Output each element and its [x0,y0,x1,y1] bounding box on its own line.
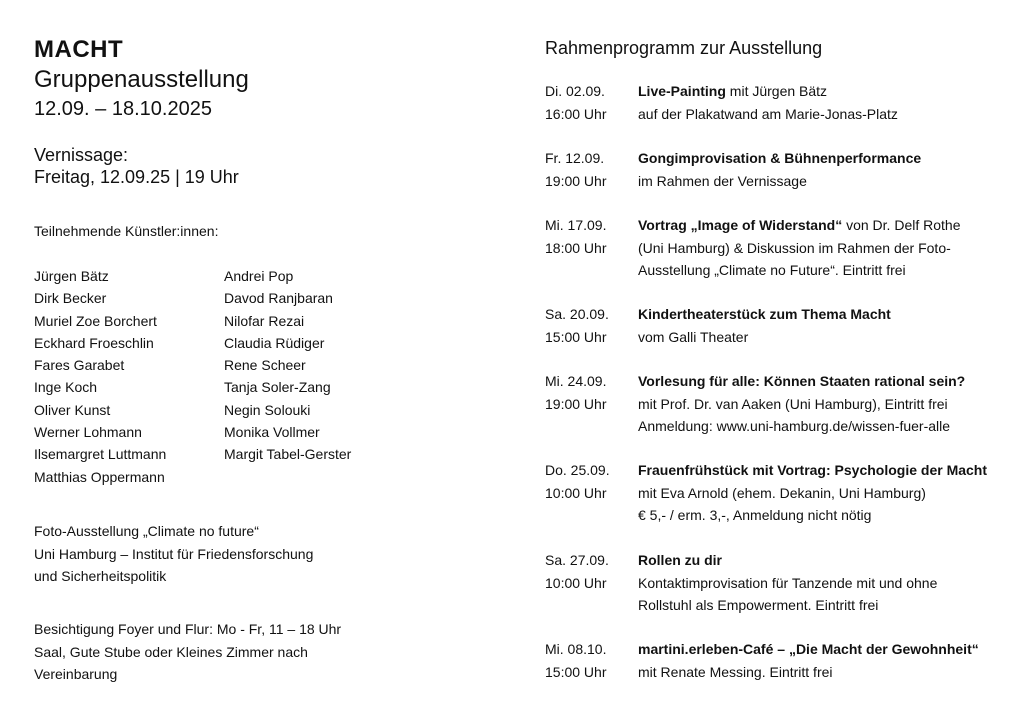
event-desc-line: im Rahmen der Vernissage [638,172,807,189]
visiting-line: Besichtigung Foyer und Flur: Mo - Fr, 11 – 18 Uhr [34,621,342,637]
exhibition-dates: 12.09. – 18.10.2025 [34,98,212,120]
event-date: Do. 25.09. [545,462,610,478]
exhibition-title: MACHT [34,36,124,63]
event-title-bold: Kindertheaterstück zum Thema Macht [638,306,891,322]
event-time: 15:00 Uhr [545,663,607,680]
event-time: 10:00 Uhr [545,574,607,591]
event-desc-line: Anmeldung: www.uni-hamburg.de/wissen-fuer-alle [638,418,951,434]
event-description [638,394,950,439]
event-title-rest: mit Jürgen Bätz [725,83,828,99]
artist-name: Inge Koch [34,379,98,396]
artist-name: Oliver Kunst [34,401,111,418]
artist-name: Claudia Rüdiger [224,334,325,351]
event-date: Sa. 20.09. [545,306,609,322]
photo-exhibition-line: Foto-Ausstellung „Climate no future“ [34,523,259,539]
event-title [638,460,987,480]
event-date: Mi. 08.10. [545,641,607,657]
artist-name: Muriel Zoe Borchert [34,312,157,329]
event-title [638,148,921,168]
event-description [638,171,807,194]
event-title-bold: Live-Painting [638,83,726,99]
event-description [638,662,833,685]
event-description [638,327,748,350]
event-date: Sa. 27.09. [545,552,609,568]
artist-name: Nilofar Rezai [224,312,305,329]
artist-name: Andrei Pop [224,268,294,284]
artist-name: Tanja Soler-Zang [224,379,331,396]
artist-name: Fares Garabet [34,357,125,374]
photo-exhibition-line: und Sicherheitspolitik [34,568,167,584]
event-title-bold: Vorlesung für alle: Können Staaten rational sein? [638,373,966,389]
artist-name: Davod Ranjbaran [224,290,333,307]
event-title [638,215,960,235]
event-description [638,104,898,127]
event-description [638,483,926,528]
event-description [638,238,951,283]
event-desc-line: Ausstellung „Climate no Future“. Eintritt frei [638,262,906,278]
event-title-bold: Gongimprovisation & Bühnenperformance [638,150,922,166]
event-desc-line: Rollstuhl als Empowerment. Eintritt frei [638,597,879,613]
event-time: 10:00 Uhr [545,484,607,501]
visiting-line: Vereinbarung [34,666,118,682]
event-time: 15:00 Uhr [545,328,607,345]
artist-name: Eckhard Froeschlin [34,334,154,351]
event-time: 18:00 Uhr [545,239,607,256]
photo-exhibition-note [34,521,313,589]
event-date: Mi. 17.09. [545,217,607,233]
artist-list-left [34,266,166,489]
event-time: 19:00 Uhr [545,172,607,189]
event-description [638,573,937,618]
event-title-bold: martini.erleben-Café – „Die Macht der Gewohnheit“ [638,641,979,657]
event-desc-line: Kontaktimprovisation für Tanzende mit und ohne [638,574,938,591]
artist-name: Rene Scheer [224,357,306,374]
event-time: 16:00 Uhr [545,105,607,122]
artist-name: Werner Lohmann [34,424,142,441]
event-title [638,81,827,101]
event-title [638,550,722,570]
event-time: 19:00 Uhr [545,395,607,412]
artist-list-right [224,266,351,467]
exhibition-subtitle: Gruppenausstellung [34,66,249,93]
artist-name: Negin Solouki [224,401,311,418]
event-desc-line: mit Prof. Dr. van Aaken (Uni Hamburg), Eintritt frei [638,395,948,412]
event-desc-line: vom Galli Theater [638,328,749,345]
program-heading: Rahmenprogramm zur Ausstellung [545,38,823,58]
event-title-bold: Vortrag „Image of Widerstand“ [638,217,843,233]
visiting-hours [34,619,341,687]
visiting-line: Saal, Gute Stube oder Kleines Zimmer nach [34,643,308,660]
vernissage-label: Vernissage: [34,145,129,165]
event-title-bold: Rollen zu dir [638,552,722,568]
vernissage-date: Freitag, 12.09.25 | 19 Uhr [34,167,239,187]
photo-exhibition-line: Uni Hamburg – Institut für Friedensforschung [34,545,314,562]
event-date: Fr. 12.09. [545,150,605,166]
event-date: Di. 02.09. [545,83,605,99]
event-title-bold: Frauenfrühstück mit Vortrag: Psychologie der Macht [638,462,988,478]
artist-name: Dirk Becker [34,290,107,307]
event-title [638,304,891,324]
event-title [638,371,965,391]
event-title-rest: von Dr. Delf Rothe [842,217,961,233]
artist-name: Jürgen Bätz [34,268,109,284]
artist-name: Margit Tabel-Gerster [224,446,352,463]
artist-name: Ilsemargret Luttmann [34,446,167,463]
event-title [638,639,979,659]
event-desc-line: auf der Plakatwand am Marie-Jonas-Platz [638,105,898,122]
artists-heading: Teilnehmende Künstler:innen: [34,223,219,239]
event-desc-line: mit Eva Arnold (ehem. Dekanin, Uni Hamburg) [638,484,926,501]
event-desc-line: mit Renate Messing. Eintritt frei [638,663,833,680]
event-desc-line: € 5,- / erm. 3,-, Anmeldung nicht nötig [638,507,872,523]
artist-name: Matthias Oppermann [34,468,165,485]
event-date: Mi. 24.09. [545,373,607,389]
artist-name: Monika Vollmer [224,424,320,441]
event-desc-line: (Uni Hamburg) & Diskussion im Rahmen der Foto- [638,239,951,256]
